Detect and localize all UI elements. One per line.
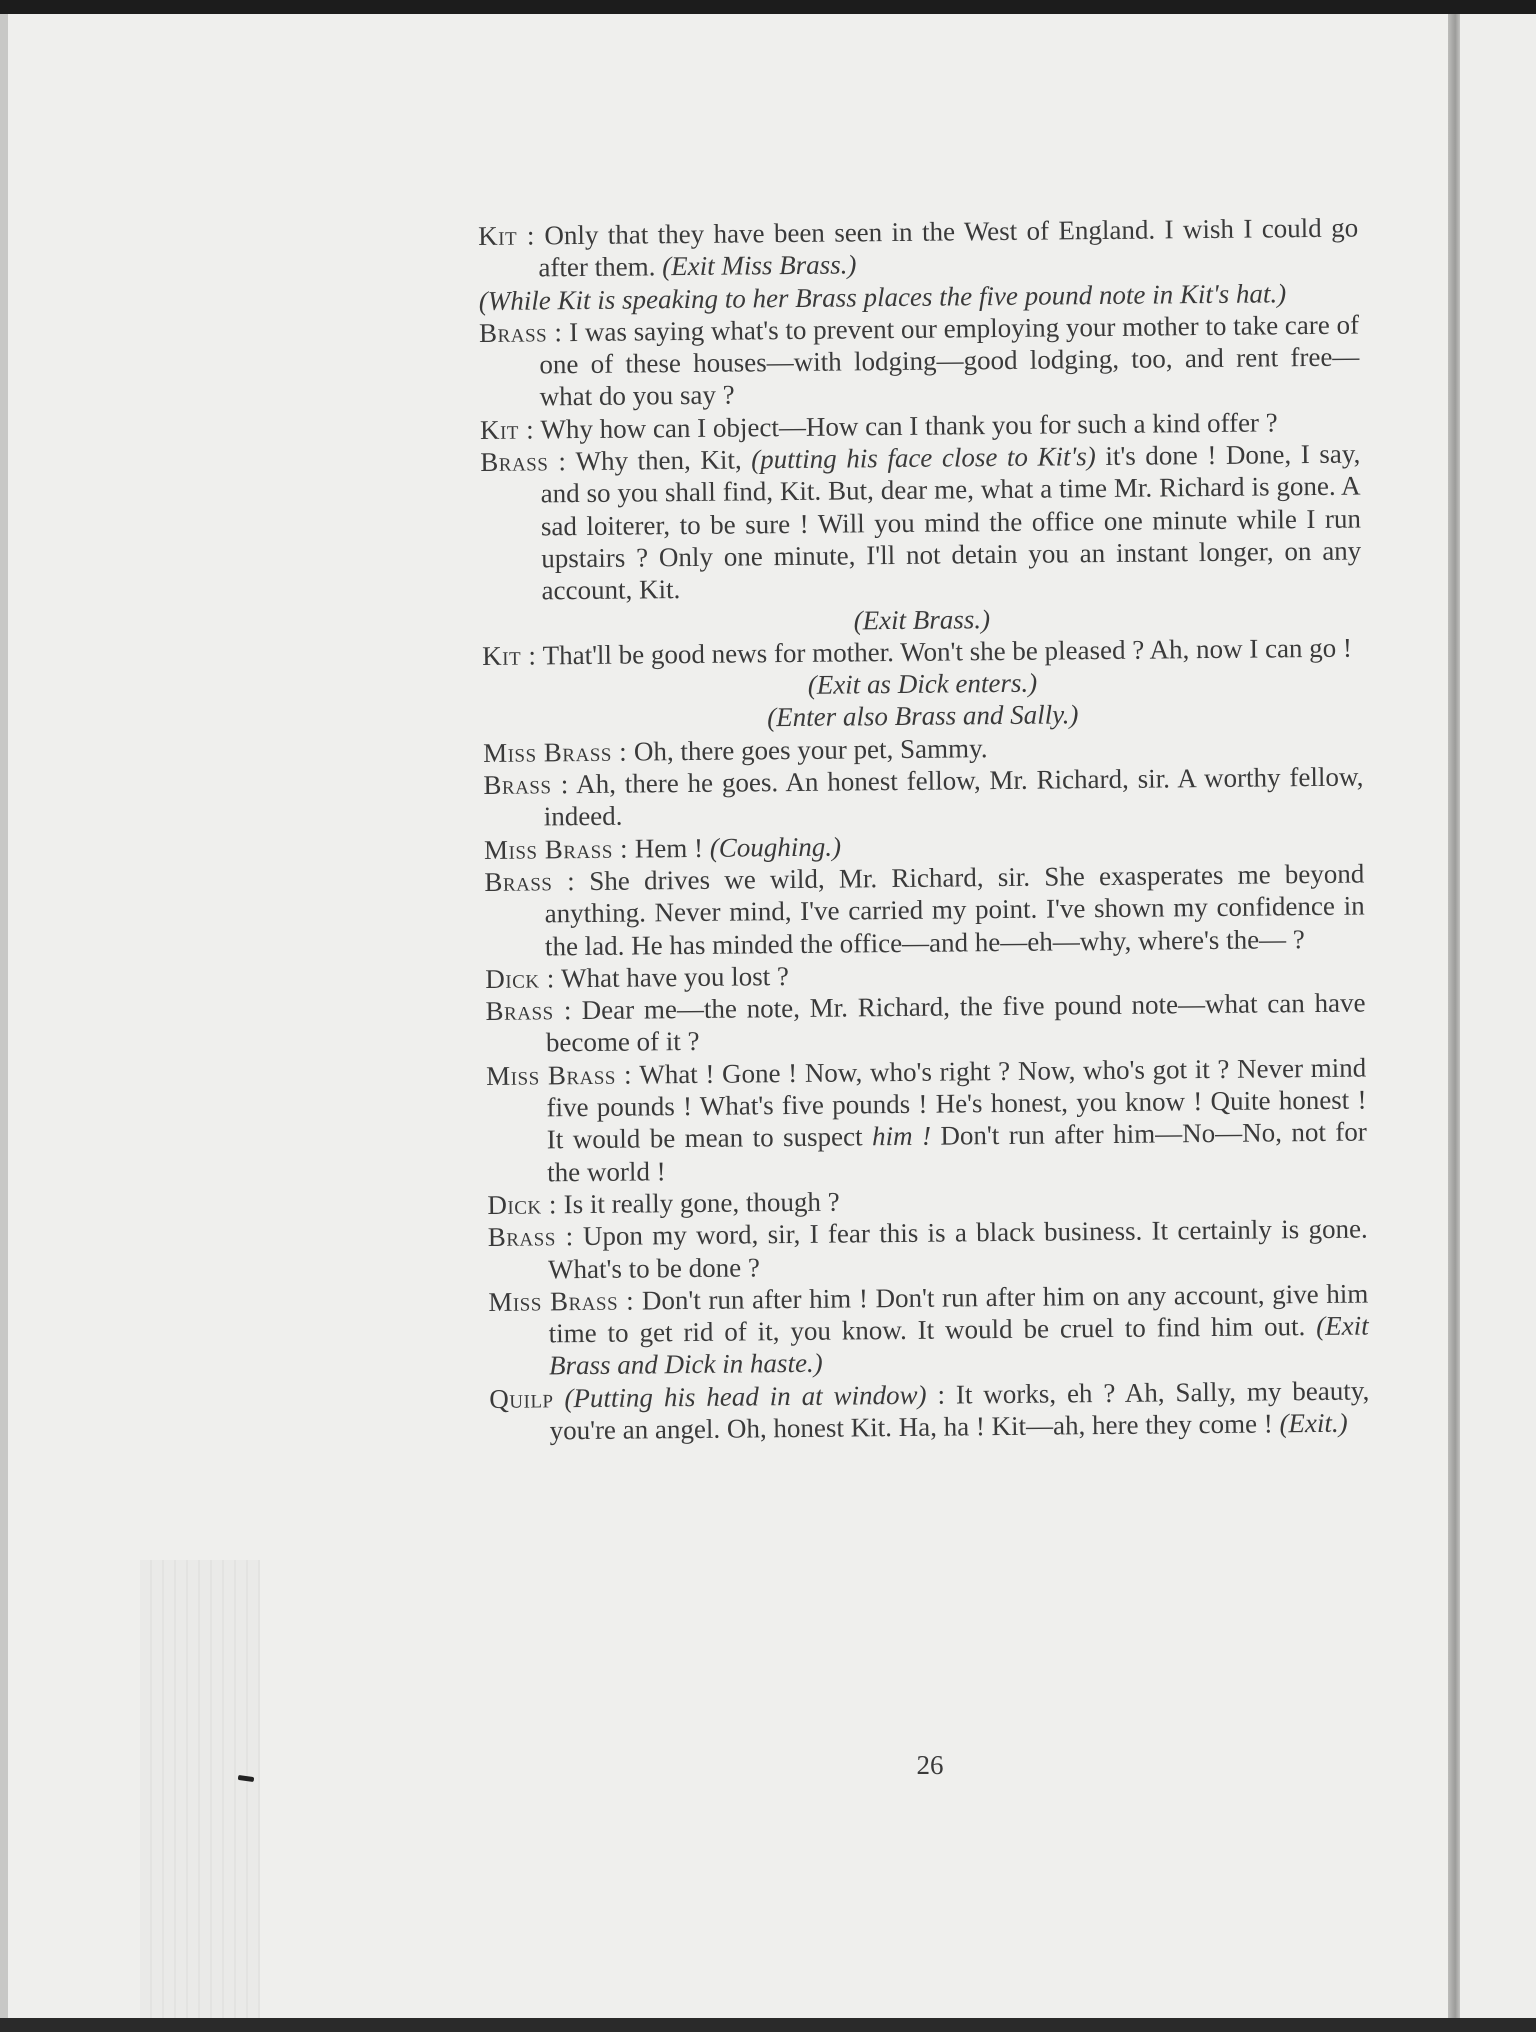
top-scan-border (0, 0, 1536, 14)
speaker-name: Miss Brass : (488, 1285, 635, 1317)
speech-brass-2 (480, 438, 1362, 608)
stage-direction: (putting his face close to Kit's) (751, 441, 1096, 475)
stage-direction: (Exit Miss Brass.) (662, 249, 857, 282)
dialogue-text: Don't run after him ! Don't run after him on any account, give him time to get rid of it, you know. It would be cruel to find him out. (548, 1278, 1369, 1349)
dialogue-text: Ah, there he goes. An honest fellow, Mr. Richard, sir. A worthy fellow, indeed. (543, 761, 1364, 832)
dialogue-text: Dear me—the note, Mr. Richard, the five pound note—what can have become of it ? (545, 987, 1366, 1058)
speaker-name: Kit : (478, 220, 536, 251)
page-number: 26 (916, 1750, 944, 1780)
stage-direction-centered: (Exit Brass.) (853, 603, 991, 635)
dialogue-text: Is it really gone, though ? (556, 1186, 840, 1220)
dialogue-text: I was saying what's to prevent our employing your mother to take care of one of these houses—with lodging—good lodging, too, and rent free—what do you say ? (539, 309, 1360, 412)
speech-miss-brass-4 (488, 1277, 1369, 1382)
stage-direction: (Exit Brass and Dick in haste.) (548, 1310, 1369, 1381)
dialogue-text: What ! Gone ! Now, who's right ? Now, who's got it ? Never mind five pounds ! What's five pounds ! He's honest, you know ! Quite honest ! It would be mean to suspect (546, 1052, 1367, 1155)
dialogue-text: Upon my word, sir, I fear this is a black business. It certainly is gone. What's to be done ? (547, 1213, 1368, 1284)
speech-brass-6 (488, 1213, 1369, 1286)
stage-direction: (Exit.) (1279, 1407, 1348, 1439)
dialogue-text: : It works, eh ? Ah, Sally, my beauty, you're an angel. Oh, honest Kit. Ha, ha ! Kit—ah, here they come ! (549, 1375, 1370, 1446)
speaker-name: Brass : (478, 317, 563, 348)
speaker-name: Quilp (489, 1383, 554, 1414)
speaker-name: Miss Brass : (486, 1059, 633, 1091)
speaker-name: Brass : (485, 995, 573, 1027)
stage-direction-centered: (Exit as Dick enters.) (807, 667, 1038, 701)
speaker-name: Brass : (483, 769, 569, 801)
speech-brass-5 (485, 987, 1366, 1060)
dialogue-text: Oh, there goes your pet, Sammy. (626, 732, 988, 767)
page-stack-edges (140, 1560, 260, 2018)
speaker-name: Kit : (482, 640, 537, 671)
speaker-name: Dick : (487, 1189, 558, 1220)
speaker-name: Miss Brass : (482, 736, 628, 768)
speaker-name: Miss Brass : (483, 833, 629, 865)
stage-direction: (Putting his head in at window) (564, 1379, 927, 1413)
speaker-name: Brass : (484, 866, 576, 897)
emphasis-text: him ! (871, 1121, 932, 1152)
stage-direction: (Coughing.) (709, 831, 842, 863)
stage-direction-centered: (Enter also Brass and Sally.) (767, 699, 1079, 733)
speech-brass-4 (484, 857, 1365, 962)
dialogue-text: it's done ! Done, I say, and so you shall find, Kit. But, dear me, what a time Mr. Richard is gone. A sad loiterer, to be sure ! Will you mind the office one minute while I run upstairs ? Only one minute, I'll not detain you an instant longer, on any account, Kit. (540, 438, 1362, 606)
dialogue-text: She drives we wild, Mr. Richard, sir. She exasperates me beyond anything. Never mind, I've carried my point. I've shown my confidence in the lad. He has minded the office—and he—eh—why, where's the— ? (544, 858, 1365, 961)
bottom-scan-border (0, 2018, 1536, 2032)
book-gutter (1448, 14, 1460, 2018)
speech-kit-1 (478, 212, 1359, 285)
speech-brass-3 (483, 761, 1364, 834)
dialogue-text: Don't run after him—No—No, not for the world ! (546, 1116, 1367, 1187)
speech-brass-1 (479, 308, 1360, 413)
dialogue-text: Hem ! (627, 832, 710, 864)
dialogue-text: What have you lost ? (554, 960, 790, 994)
dialogue-text: Why then, Kit, (566, 444, 752, 477)
play-script-text (478, 212, 1370, 1448)
dialogue-text: That'll be good news for mother. Won't she be pleased ? Ah, now I can go ! (536, 632, 1353, 671)
left-page-edge (0, 14, 8, 2018)
speaker-name: Brass : (480, 446, 567, 478)
dialogue-text (553, 1383, 564, 1413)
speech-quilp-1 (489, 1374, 1370, 1447)
dialogue-text: Only that they have been seen in the West of England. I wish I could go after them. (534, 212, 1359, 283)
speaker-name: Kit : (479, 414, 535, 445)
speaker-name: Brass : (487, 1221, 574, 1253)
facing-page-edge (1460, 14, 1536, 2018)
dialogue-text: Why how can I object—How can I thank you for such a kind offer ? (534, 407, 1278, 445)
speaker-name: Dick : (485, 963, 555, 994)
speech-miss-brass-3 (486, 1051, 1367, 1189)
stage-direction-block: (While Kit is speaking to her Brass places the five pound note in Kit's hat.) (478, 277, 1287, 316)
